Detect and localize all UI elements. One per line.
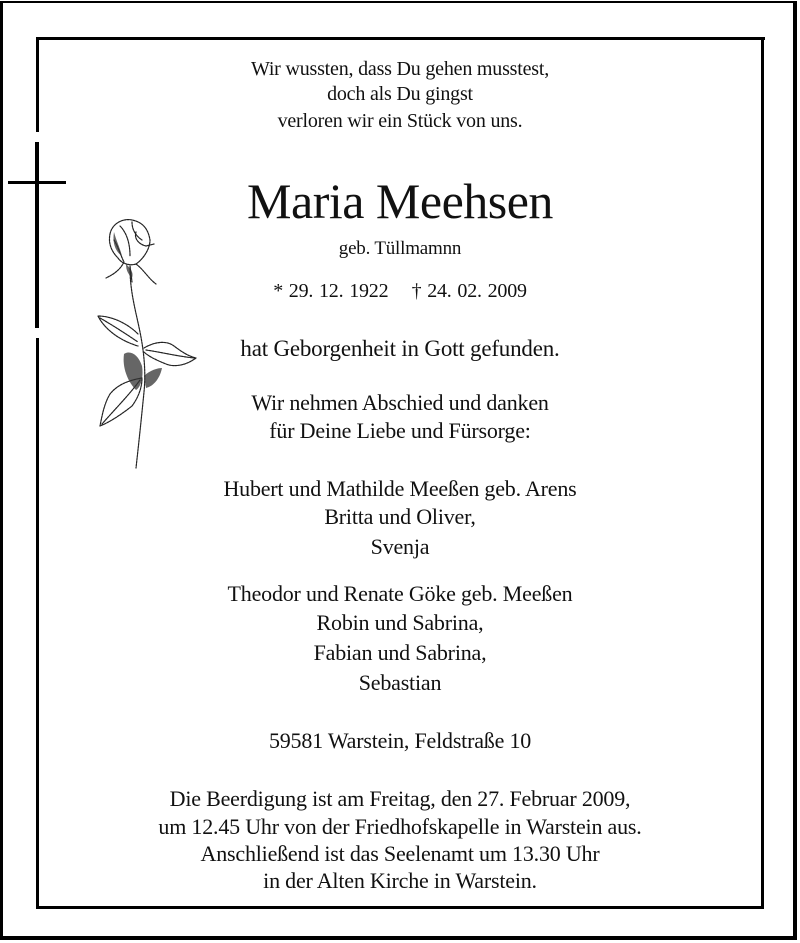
mourner-line: Svenja xyxy=(370,534,430,559)
deceased-name: Maria Meehsen xyxy=(247,173,553,229)
maiden-name: geb. Tüllmamnn xyxy=(338,238,462,259)
statement: hat Geborgenheit in Gott gefunden. xyxy=(240,336,560,361)
funeral-line: um 12.45 Uhr von der Friedhofskapelle in Warstein aus. xyxy=(158,814,642,839)
farewell-line: Wir nehmen Abschied und danken xyxy=(251,390,549,415)
funeral-line: Anschließend ist das Seelenamt um 13.30 Uhr xyxy=(200,841,600,866)
poem-line: verloren wir ein Stück von uns. xyxy=(277,110,523,132)
mourner-line: Theodor und Renate Göke geb. Meeßen xyxy=(227,581,573,606)
mourner-line: Fabian und Sabrina, xyxy=(313,640,487,665)
poem-line: doch als Du gingst xyxy=(327,83,473,105)
inner-border-top xyxy=(36,37,765,40)
inner-border-bottom xyxy=(36,906,764,909)
mourner-line: Sebastian xyxy=(358,670,442,695)
mourner-line: Hubert und Mathilde Meeßen geb. Arens xyxy=(223,476,577,501)
funeral-line: Die Beerdigung ist am Freitag, den 27. Februar 2009, xyxy=(169,786,631,811)
mourner-line: Britta und Oliver, xyxy=(324,504,476,529)
farewell-line: für Deine Liebe und Fürsorge: xyxy=(269,418,531,443)
mourner-line: Robin und Sabrina, xyxy=(316,610,484,635)
funeral-line: in der Alten Kirche in Warstein. xyxy=(263,868,537,893)
inner-border-right xyxy=(761,37,764,909)
life-dates: * 29. 12. 1922 † 24. 02. 2009 xyxy=(273,280,527,302)
poem-line: Wir wussten, dass Du gehen musstest, xyxy=(250,58,550,80)
address: 59581 Warstein, Feldstraße 10 xyxy=(268,728,532,753)
